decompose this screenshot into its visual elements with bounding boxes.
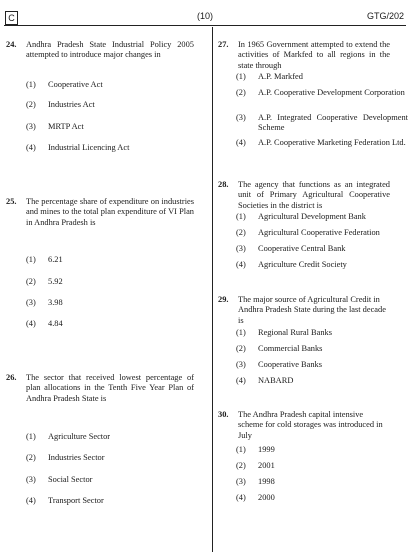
question-text: The sector that received lowest percentage of plan allocations in the Tenth Five Year Plan of Andhra Pradesh State is <box>26 373 194 403</box>
option-text: Agricultural Cooperative Federation <box>258 228 380 237</box>
option-text: 3.98 <box>48 298 63 307</box>
q30-option-1[interactable] <box>236 445 408 455</box>
q28-option-2[interactable] <box>236 228 408 238</box>
question-text: The major source of Agricultural Credit in Andhra Pradesh State during the last decade is <box>238 295 386 325</box>
q26-option-4[interactable] <box>26 496 214 506</box>
option-text: Transport Sector <box>48 496 104 505</box>
q24-option-3[interactable] <box>26 122 214 132</box>
q27-option-1[interactable] <box>236 72 408 82</box>
option-text: Commercial Banks <box>258 344 323 353</box>
page-number: (10) <box>196 11 213 21</box>
option-label: (1) <box>236 212 246 221</box>
option-text: A.P. Cooperative Marketing Federation Ltd. <box>258 138 406 147</box>
option-label: (3) <box>236 477 246 486</box>
question-text: The agency that functions as an integrated unit of Primary Agricultural Cooperative Societies in the district is <box>238 180 390 210</box>
option-text: A.P. Integrated Cooperative Development Scheme <box>258 113 408 133</box>
option-label: (4) <box>26 496 36 505</box>
option-label: (4) <box>26 143 36 152</box>
q25-option-2[interactable] <box>26 277 214 287</box>
question-number: 29. <box>218 295 229 304</box>
q28-option-4[interactable] <box>236 260 408 270</box>
option-label: (3) <box>26 298 36 307</box>
option-text: 4.84 <box>48 319 63 328</box>
header-divider <box>4 25 406 26</box>
option-text: Regional Rural Banks <box>258 328 332 337</box>
option-text: Industries Act <box>48 100 95 109</box>
question-number: 27. <box>218 40 229 49</box>
q26-option-2[interactable] <box>26 453 214 463</box>
option-text: Agriculture Credit Society <box>258 260 347 269</box>
option-text: 6.21 <box>48 255 63 264</box>
option-text: 5.92 <box>48 277 63 286</box>
option-text: 2001 <box>258 461 275 470</box>
option-text: A.P. Cooperative Development Corporation <box>258 88 405 97</box>
option-label: (1) <box>26 255 36 264</box>
option-label: (4) <box>236 138 246 147</box>
q29-option-2[interactable] <box>236 344 408 354</box>
option-label: (1) <box>236 328 246 337</box>
option-label: (2) <box>236 344 246 353</box>
question-number: 26. <box>6 373 17 382</box>
question-text: The Andhra Pradesh capital intensive scheme for cold storages was introduced in July <box>238 410 383 440</box>
option-text: A.P. Markfed <box>258 72 303 81</box>
option-text: 2000 <box>258 493 275 502</box>
option-label: (1) <box>26 432 36 441</box>
q26-option-3[interactable] <box>26 475 214 485</box>
booklet-code-box: C <box>5 11 18 25</box>
option-text: MRTP Act <box>48 122 84 131</box>
question-number: 24. <box>6 40 17 49</box>
q24-option-1[interactable] <box>26 80 214 90</box>
q27-option-2[interactable] <box>236 88 408 98</box>
option-text: Cooperative Banks <box>258 360 322 369</box>
q27-option-3[interactable] <box>236 113 408 134</box>
option-label: (2) <box>236 461 246 470</box>
option-label: (1) <box>236 72 246 81</box>
option-text: 1998 <box>258 477 275 486</box>
series-code: GTG/202 <box>366 11 404 21</box>
option-text: Industries Sector <box>48 453 105 462</box>
option-label: (2) <box>236 88 246 97</box>
q30-option-2[interactable] <box>236 461 408 471</box>
option-label: (4) <box>236 493 246 502</box>
option-label: (3) <box>26 475 36 484</box>
option-label: (2) <box>26 453 36 462</box>
option-label: (1) <box>236 445 246 454</box>
option-text: Industrial Licencing Act <box>48 143 130 152</box>
q29-option-3[interactable] <box>236 360 408 370</box>
question-number: 25. <box>6 197 17 206</box>
q28-option-1[interactable] <box>236 212 408 222</box>
option-label: (2) <box>26 277 36 286</box>
option-label: (3) <box>236 360 246 369</box>
option-label: (3) <box>26 122 36 131</box>
option-label: (3) <box>236 244 246 253</box>
option-label: (4) <box>26 319 36 328</box>
question-25 <box>6 197 194 228</box>
q25-option-1[interactable] <box>26 255 214 265</box>
q26-option-1[interactable] <box>26 432 214 442</box>
option-label: (2) <box>26 100 36 109</box>
option-text: NABARD <box>258 376 294 385</box>
question-27 <box>218 40 390 71</box>
question-text: The percentage share of expenditure on industries and mines to the total plan expenditure of VI Plan in Andhra Pradesh is <box>26 197 194 227</box>
q30-option-3[interactable] <box>236 477 408 487</box>
q24-option-4[interactable] <box>26 143 214 153</box>
option-text: Cooperative Act <box>48 80 103 89</box>
option-label: (1) <box>26 80 36 89</box>
option-label: (4) <box>236 376 246 385</box>
question-text: Andhra Pradesh State Industrial Policy 2005 attempted to introduce major changes in <box>26 40 194 60</box>
option-text: Cooperative Central Bank <box>258 244 346 253</box>
question-number: 30. <box>218 410 229 419</box>
question-28 <box>218 180 390 211</box>
q25-option-3[interactable] <box>26 298 214 308</box>
q24-option-2[interactable] <box>26 100 214 110</box>
q29-option-1[interactable] <box>236 328 408 338</box>
option-label: (3) <box>236 113 246 122</box>
option-text: Agricultural Development Bank <box>258 212 366 221</box>
q25-option-4[interactable] <box>26 319 214 329</box>
question-29 <box>218 295 390 326</box>
q29-option-4[interactable] <box>236 376 408 386</box>
q30-option-4[interactable] <box>236 493 408 503</box>
question-26 <box>6 373 194 404</box>
option-label: (2) <box>236 228 246 237</box>
option-text: Social Sector <box>48 475 93 484</box>
option-text: 1999 <box>258 445 275 454</box>
question-number: 28. <box>218 180 229 189</box>
question-text: In 1965 Government attempted to extend the activities of Markfed to all regions in the state through <box>238 40 390 70</box>
q27-option-4[interactable] <box>236 138 408 148</box>
option-label: (4) <box>236 260 246 269</box>
option-text: Agriculture Sector <box>48 432 111 441</box>
q28-option-3[interactable] <box>236 244 408 254</box>
question-30 <box>218 410 390 441</box>
question-24 <box>6 40 194 61</box>
